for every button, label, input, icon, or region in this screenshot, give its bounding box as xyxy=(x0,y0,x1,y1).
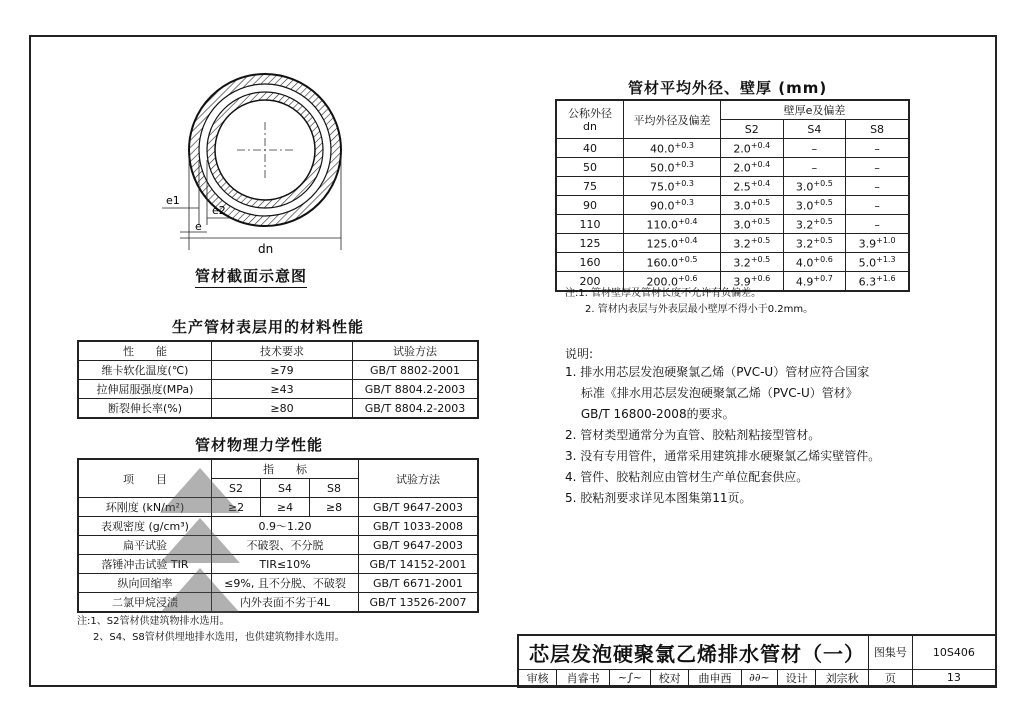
explanation-item: 4. 管件、胶粘剂应由管材生产单位配套供应。 xyxy=(565,470,809,484)
table-cell: GB/T 1033-2008 xyxy=(359,517,479,536)
reviewer-signature: ~∫~ xyxy=(609,669,650,687)
table-cell: GB/T 9647-2003 xyxy=(359,536,479,555)
table-cell: $160.0^{+0.5}$ xyxy=(624,253,721,272)
table-cell: 75 xyxy=(556,177,624,196)
drawing-title: 芯层发泡硬聚氯乙烯排水管材（一） xyxy=(518,635,869,669)
label-e: e xyxy=(195,220,202,233)
mech-table xyxy=(77,458,479,613)
table-cell: ≤9%, 且不分脱、不破裂 xyxy=(212,574,359,593)
table-row xyxy=(78,517,478,536)
table-cell: GB/T 13526-2007 xyxy=(359,593,479,613)
table-cell: $3.2^{+0.5}$ xyxy=(721,234,784,253)
table-cell: GB/T 9647-2003 xyxy=(359,498,479,517)
table-cell: $3.9^{+0.6}$ xyxy=(721,272,784,292)
table-cell: $125.0^{+0.4}$ xyxy=(624,234,721,253)
header-cell: S2 xyxy=(212,479,261,498)
table-cell: ≥43 xyxy=(212,380,353,399)
table-cell: $3.9^{+1.0}$ xyxy=(846,234,909,253)
atlas-label: 图集号 xyxy=(869,635,913,669)
table-cell: $3.0^{+0.5}$ xyxy=(721,196,784,215)
table-cell: GB/T 8802-2001 xyxy=(353,361,479,380)
table-cell: $4.9^{+0.7}$ xyxy=(783,272,846,292)
table-row xyxy=(556,158,909,177)
header-cell: S2 xyxy=(721,120,784,139)
table-cell: 160 xyxy=(556,253,624,272)
table-cell: TIR≤10% xyxy=(212,555,359,574)
title-block xyxy=(517,634,997,688)
table-cell: 维卡软化温度(℃) xyxy=(78,361,212,380)
table-cell: 不破裂、不分脱 xyxy=(212,536,359,555)
explanation-item: 1. 排水用芯层发泡硬聚氯乙烯（PVC-U）管材应符合国家 xyxy=(565,365,870,379)
header-cell: 公称外径 dn xyxy=(556,100,624,139)
table-row xyxy=(78,380,478,399)
table-cell: – xyxy=(846,196,909,215)
design-label: 设计 xyxy=(778,669,816,687)
table-cell: – xyxy=(783,158,846,177)
explanation-item: 2. 管材类型通常分为直管、胶粘剂粘接型管材。 xyxy=(565,428,821,442)
header-cell: S4 xyxy=(783,120,846,139)
surface-table xyxy=(77,340,479,419)
table-cell: $4.0^{+0.6}$ xyxy=(783,253,846,272)
explanation-list xyxy=(565,362,880,509)
surface-table-title: 生产管材表层用的材料性能 xyxy=(172,318,365,336)
table-cell: 125 xyxy=(556,234,624,253)
review-label: 审核 xyxy=(518,669,557,687)
table-cell: $3.0^{+0.5}$ xyxy=(721,215,784,234)
table-cell: $200.0^{+0.6}$ xyxy=(624,272,721,292)
table-cell: 二氯甲烷浸渍 xyxy=(78,593,212,613)
table-row xyxy=(78,498,478,517)
table-cell: 90 xyxy=(556,196,624,215)
header-cell: 平均外径及偏差 xyxy=(624,100,721,139)
header-cell: 壁厚e及偏差 xyxy=(721,100,910,120)
table-cell: $90.0^{+0.3}$ xyxy=(624,196,721,215)
header-cell: 项 目 xyxy=(78,459,212,498)
table-cell: $2.5^{+0.4}$ xyxy=(721,177,784,196)
table-cell: $3.0^{+0.5}$ xyxy=(783,196,846,215)
explanation-item: 5. 胶粘剂要求详见本图集第11页。 xyxy=(565,491,752,505)
table-cell: $3.2^{+0.5}$ xyxy=(783,234,846,253)
table-row xyxy=(556,234,909,253)
table-cell: ≥80 xyxy=(212,399,353,419)
table-cell: – xyxy=(846,139,909,158)
table-row xyxy=(78,555,478,574)
table-cell: 0.9～1.20 xyxy=(212,517,359,536)
table-row xyxy=(556,196,909,215)
page-label: 页 xyxy=(869,669,913,687)
table-cell: 落锤冲击试验 TIR xyxy=(78,555,212,574)
table-cell: ≥2 xyxy=(212,498,261,517)
table-cell: 纵向回缩率 xyxy=(78,574,212,593)
mech-table-title: 管材物理力学性能 xyxy=(195,436,324,454)
table-cell: GB/T 6671-2001 xyxy=(359,574,479,593)
explanation-item: 标准《排水用芯层发泡硬聚氯乙烯（PVC-U）管材》 xyxy=(565,386,858,400)
table-cell: 扁平试验 xyxy=(78,536,212,555)
table-row xyxy=(556,177,909,196)
table-row xyxy=(556,253,909,272)
table-cell: $50.0^{+0.3}$ xyxy=(624,158,721,177)
table-cell: $2.0^{+0.4}$ xyxy=(721,139,784,158)
header-cell: 试验方法 xyxy=(353,341,479,361)
pipe-section-diagram xyxy=(150,60,350,265)
table-cell: $2.0^{+0.4}$ xyxy=(721,158,784,177)
table-cell: – xyxy=(846,215,909,234)
table-cell: ≥4 xyxy=(261,498,310,517)
table-cell: 内外表面不劣于4L xyxy=(212,593,359,613)
table-row xyxy=(556,139,909,158)
diam-note-2: 2. 管材内表层与外表层最小壁厚不得小于0.2mm。 xyxy=(585,304,814,315)
table-cell: 表观密度 (g/cm³) xyxy=(78,517,212,536)
table-cell: 110 xyxy=(556,215,624,234)
table-cell: – xyxy=(846,158,909,177)
reviewer-name: 肖睿书 xyxy=(557,669,610,687)
table-cell: – xyxy=(783,139,846,158)
checker-name: 曲申西 xyxy=(689,669,742,687)
table-cell: 断裂伸长率(%) xyxy=(78,399,212,419)
diagram-caption: 管材截面示意图 xyxy=(195,265,307,288)
table-cell: $5.0^{+1.3}$ xyxy=(846,253,909,272)
table-cell: 拉伸屈服强度(MPa) xyxy=(78,380,212,399)
table-cell: $40.0^{+0.3}$ xyxy=(624,139,721,158)
table-row xyxy=(556,215,909,234)
label-e2: e2 xyxy=(212,204,226,217)
table-cell: 200 xyxy=(556,272,624,292)
header-cell: 技术要求 xyxy=(212,341,353,361)
table-row xyxy=(78,361,478,380)
explanation-item: 3. 没有专用管件，通常采用建筑排水硬聚氯乙烯实壁管件。 xyxy=(565,449,881,463)
mech-note-1: 注:1、S2管材供建筑物排水选用。 xyxy=(77,616,230,627)
label-e1: e1 xyxy=(166,194,180,207)
diam-note-1: 注:1. 管材壁厚及管材长度不允许有负偏差。 xyxy=(565,288,762,299)
designer-name: 刘宗秋 xyxy=(816,669,869,687)
page-number: 13 xyxy=(912,669,996,687)
table-cell: 环刚度 (kN/m²) xyxy=(78,498,212,517)
table-row xyxy=(78,536,478,555)
explanation-heading: 说明: xyxy=(565,347,594,361)
header-cell: 性 能 xyxy=(78,341,212,361)
table-cell: ≥8 xyxy=(310,498,359,517)
table-cell: $75.0^{+0.3}$ xyxy=(624,177,721,196)
table-cell: GB/T 14152-2001 xyxy=(359,555,479,574)
checker-signature: ∂∂~ xyxy=(741,669,777,687)
table-cell: 50 xyxy=(556,158,624,177)
table-cell: – xyxy=(846,177,909,196)
table-cell: GB/T 8804.2-2003 xyxy=(353,380,479,399)
header-cell: S8 xyxy=(846,120,909,139)
label-dn: dn xyxy=(258,242,274,256)
table-cell: $6.3^{+1.6}$ xyxy=(846,272,909,292)
table-cell: ≥79 xyxy=(212,361,353,380)
check-label: 校对 xyxy=(651,669,689,687)
table-row xyxy=(78,593,478,613)
table-cell: $3.2^{+0.5}$ xyxy=(783,215,846,234)
header-cell: 试验方法 xyxy=(359,459,479,498)
table-cell: 40 xyxy=(556,139,624,158)
table-cell: GB/T 8804.2-2003 xyxy=(353,399,479,419)
header-cell: 指 标 xyxy=(212,459,359,479)
explanation-item: GB/T 16800-2008的要求。 xyxy=(565,407,735,421)
table-cell: $3.2^{+0.5}$ xyxy=(721,253,784,272)
mech-note-2: 2、S4、S8管材供埋地排水选用，也供建筑物排水选用。 xyxy=(93,632,345,643)
atlas-number: 10S406 xyxy=(912,635,996,669)
header-cell: S8 xyxy=(310,479,359,498)
header-cell: S4 xyxy=(261,479,310,498)
table-row xyxy=(78,399,478,419)
watermark-graphic xyxy=(160,468,240,618)
table-cell: $3.0^{+0.5}$ xyxy=(783,177,846,196)
table-row xyxy=(78,574,478,593)
table-cell: $110.0^{+0.4}$ xyxy=(624,215,721,234)
diam-table-title: 管材平均外径、壁厚 (mm) xyxy=(628,79,828,97)
diam-table xyxy=(555,99,910,292)
